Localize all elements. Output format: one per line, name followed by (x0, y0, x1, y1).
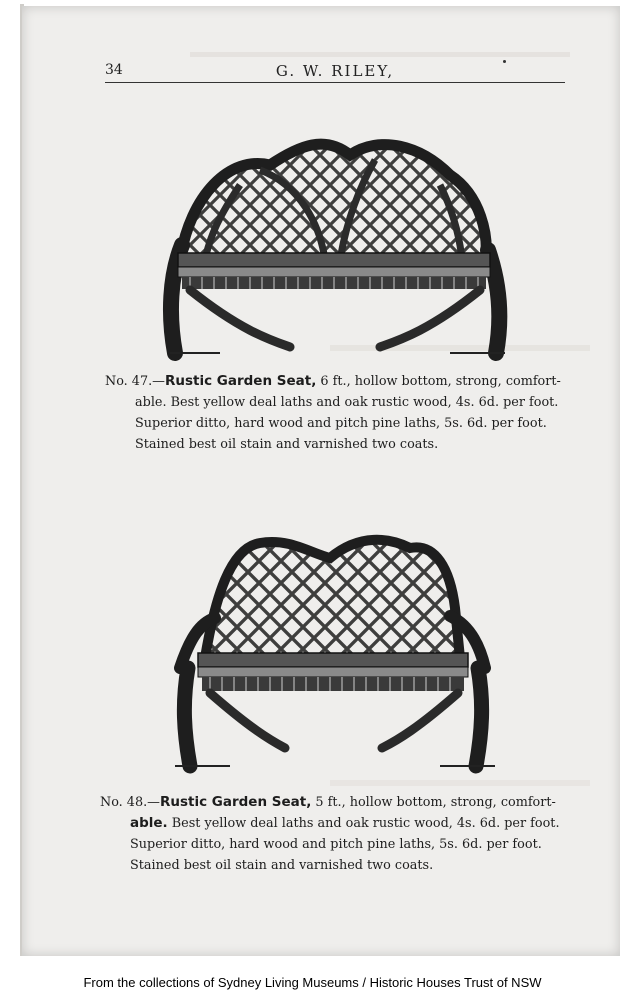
item-description-line: 5 ft., hollow bottom, strong, comfort- (311, 795, 556, 810)
rustic-seat-48-illustration (160, 528, 505, 778)
item-description-line: Stained best oil stain and varnished two coats. (135, 437, 439, 452)
item-description-line: able. Best yellow deal laths and oak rustic wood, 4s. 6d. per foot. (135, 395, 559, 410)
running-head: G. W. RILEY, (275, 62, 395, 80)
collection-credit: From the collections of Sydney Living Museums / Historic Houses Trust of NSW (83, 975, 542, 990)
ink-speck (503, 60, 506, 63)
item-name: Rustic Garden Seat, (159, 794, 312, 810)
item-47-description (105, 371, 561, 455)
page-header (105, 60, 565, 83)
item-description-bold: able. (130, 815, 168, 831)
item-description-line: Superior ditto, hard wood and pitch pine laths, 5s. 6d. per foot. (130, 837, 542, 852)
item-description-line: Best yellow deal laths and oak rustic wood, 4s. 6d. per foot. (167, 816, 560, 831)
item-description-line: Superior ditto, hard wood and pitch pine laths, 5s. 6d. per foot. (135, 416, 547, 431)
item-number: No. 47.— (105, 374, 165, 389)
rustic-seat-47-illustration (150, 125, 520, 365)
item-number: No. 48.— (100, 795, 160, 810)
item-48-description (100, 792, 560, 876)
item-description-line: Stained best oil stain and varnished two coats. (130, 858, 434, 873)
item-description-line: 6 ft., hollow bottom, strong, comfort- (316, 374, 561, 389)
page-number: 34 (105, 62, 123, 78)
item-name: Rustic Garden Seat, (164, 373, 317, 389)
